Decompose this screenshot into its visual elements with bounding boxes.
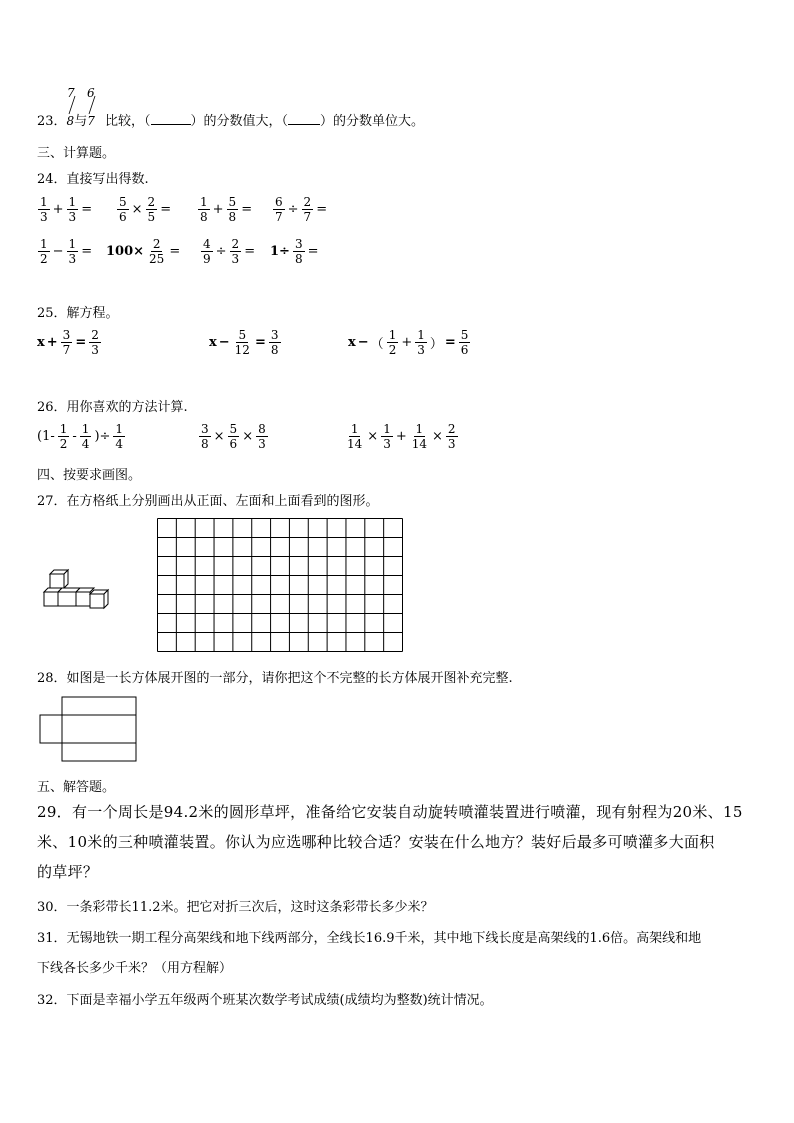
fraction: $\frac{5}{12}$ [234,328,250,357]
equals-sign: = [307,244,319,259]
operator: ÷ [215,244,227,259]
q30-text: 30．一条彩带长11.2米。把它对折三次后，这时这条彩带长多少米？ [37,900,434,915]
fraction: $\frac{5}{8}$ [228,195,237,224]
fraction: $\frac{2}{7}$ [303,195,312,224]
prefix: 1÷ [270,244,290,259]
fraction: $\frac{5}{6}$ [229,422,238,451]
equals-sign: = [254,335,266,350]
q24-r2-e2 [106,237,180,266]
q29-line-2: 米、10米的三种喷灌装置。你认为应选哪种比较合适？安装在什么地方？装好后最多可喷灌多大面积 [37,833,715,851]
fraction: $\frac{1}{3}$ [383,422,391,451]
q26-e2 [198,422,269,451]
var-x: x [209,335,217,350]
q23-text1: 比较，（ [104,114,151,129]
q23-frac-b-num: 6 [87,86,95,100]
section-3-heading: 三、计算题。 [37,146,116,161]
operator: ÷ [287,202,299,217]
fraction: $\frac{3}{8}$ [201,422,209,451]
cuboid-net-figure [40,697,140,763]
fraction: $\frac{5}{6}$ [460,328,469,357]
q23-frac-a-num: 7 [67,86,75,100]
q26-title: 26．用你喜欢的方法计算. [37,400,188,415]
var-x: x [348,335,356,350]
q24-r1-e1 [37,195,92,224]
q29-line-1: 29．有一个周长是94.2米的圆形草坪，准备给它安装自动旋转喷灌装置进行喷灌，现有射程为20米、15 [37,803,743,821]
operator: × [213,429,225,444]
q23-fraction-slashes [63,92,123,122]
fraction: $\frac{2}{25}$ [149,237,165,266]
equals-sign: = [244,244,256,259]
q25-eq2 [209,328,282,357]
q26-e1 [37,422,126,451]
fraction: $\frac{1}{2}$ [59,422,68,451]
section-4-heading: 四、按要求画图。 [37,468,142,483]
cube-stack-figure [40,568,120,618]
right-paren: ） [429,337,443,352]
section-5-heading: 五、解答题。 [37,780,116,795]
var-x: x [37,335,45,350]
operator: + [212,202,224,217]
q23-blank-1[interactable] [151,112,191,125]
fraction: $\frac{1}{3}$ [40,195,48,224]
equals-sign: = [316,202,328,217]
q31-line-1: 31．无锡地铁一期工程分高架线和地下线两部分，全线长16.9千米，其中地下线长度是高架线的1.6倍。高架线和地 [37,931,702,946]
operator: − [52,244,64,259]
equals-sign: = [160,202,172,217]
q25-eq1 [37,328,102,357]
fraction: $\frac{1}{3}$ [68,237,77,266]
q23-frac-b-den: 7 [87,114,95,128]
fraction: $\frac{4}{9}$ [203,237,211,266]
fraction: $\frac{3}{8}$ [294,237,303,266]
operator: × [242,429,254,444]
operator: − [218,335,230,350]
q24-title: 24．直接写出得数. [37,172,149,187]
square-grid-paper[interactable] [157,518,403,652]
fraction: $\frac{1}{2}$ [388,328,397,357]
q24-r1-e2 [116,195,171,224]
fraction: $\frac{2}{3}$ [447,422,456,451]
fraction: $\frac{1}{8}$ [200,195,208,224]
q23-mid: 与 [74,114,88,129]
q32-text: 32．下面是幸福小学五年级两个班某次数学考试成绩(成绩均为整数)统计情况。 [37,993,493,1008]
q24-r2-e3 [200,237,255,266]
fraction: $\frac{3}{7}$ [62,328,71,357]
fraction: $\frac{5}{6}$ [119,195,127,224]
operator: × [432,429,443,444]
fraction: $\frac{3}{8}$ [270,328,279,357]
q23-frac-a-den: 8 [66,114,75,128]
equals-sign: = [241,202,253,217]
q24-r2-e4 [270,237,319,266]
q25-title: 25．解方程。 [37,306,119,321]
q24-r1-e3 [197,195,252,224]
operator: )÷ [94,429,111,444]
fraction: $\frac{6}{7}$ [275,195,283,224]
fraction: $\frac{1}{14}$ [411,422,428,451]
fraction: $\frac{1}{4}$ [115,422,124,451]
equals-sign: = [169,244,181,259]
fraction: $\frac{2}{5}$ [147,195,156,224]
q23-blank-2[interactable] [288,112,320,125]
operator: - [72,429,77,444]
equals-sign: = [75,335,87,350]
operator: × [367,429,379,444]
q23-text3: ）的分数单位大。 [320,114,425,129]
left-paren: （ [370,337,384,352]
q27-title: 27．在方格纸上分别画出从正面、左面和上面看到的图形。 [37,494,379,509]
fraction: $\frac{1}{14}$ [347,422,363,451]
fraction: $\frac{1}{3}$ [417,328,425,357]
operator: + [395,429,407,444]
q25-eq3 [348,328,471,357]
q23-number: 23． [37,114,67,129]
operator: × [131,202,143,217]
q24-r1-e4 [272,195,327,224]
q24-r2-e1 [37,237,92,266]
q31-line-2: 下线各长多少千米？（用方程解） [37,961,233,976]
operator: + [46,335,58,350]
fraction: $\frac{2}{3}$ [231,237,240,266]
operator: + [401,335,413,350]
operator: + [52,202,64,217]
q26-e3 [344,422,459,451]
fraction: $\frac{1}{4}$ [81,422,90,451]
fraction: $\frac{1}{3}$ [68,195,77,224]
q29-line-3: 的草坪？ [37,863,99,881]
prefix: 100× [106,244,145,259]
operator: − [357,335,369,350]
prefix: (1- [37,429,55,444]
equals-sign: = [444,335,456,350]
fraction: $\frac{1}{2}$ [40,237,48,266]
q23-text2: ）的分数值大，（ [190,114,289,129]
q28-title: 28．如图是一长方体展开图的一部分，请你把这个不完整的长方体展开图补充完整. [37,671,513,686]
fraction: $\frac{2}{3}$ [91,328,99,357]
fraction: $\frac{8}{3}$ [258,422,266,451]
equals-sign: = [81,244,93,259]
equals-sign: = [81,202,93,217]
